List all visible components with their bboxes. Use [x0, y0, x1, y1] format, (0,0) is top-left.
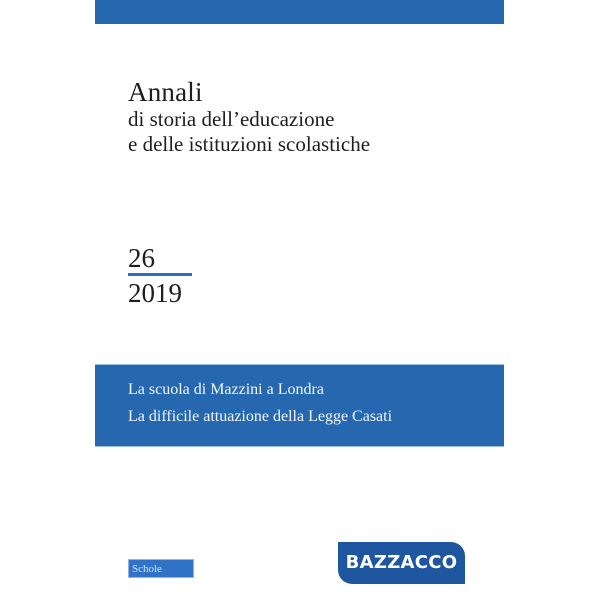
issue-year: 2019 [128, 278, 182, 308]
topic-item: La scuola di Mazzini a Londra [128, 381, 324, 398]
book-cover [95, 0, 504, 600]
cover-title: Annali [128, 77, 203, 107]
publisher-logo: BAZZACCO [338, 542, 465, 584]
series-logo: Schole [128, 559, 194, 578]
issue-divider [128, 273, 192, 276]
issue-block [128, 243, 192, 308]
cover-subtitle-line-1: di storia dell’educazione [128, 107, 335, 131]
cover-subtitle-line-2: e delle istituzioni scolastiche [128, 132, 371, 156]
cover-top-bar [95, 0, 504, 24]
issue-number: 26 [128, 243, 155, 273]
title-block [128, 77, 370, 157]
topic-item: La difficile attuazione della Legge Casati [128, 408, 393, 425]
topics-band [95, 365, 504, 446]
